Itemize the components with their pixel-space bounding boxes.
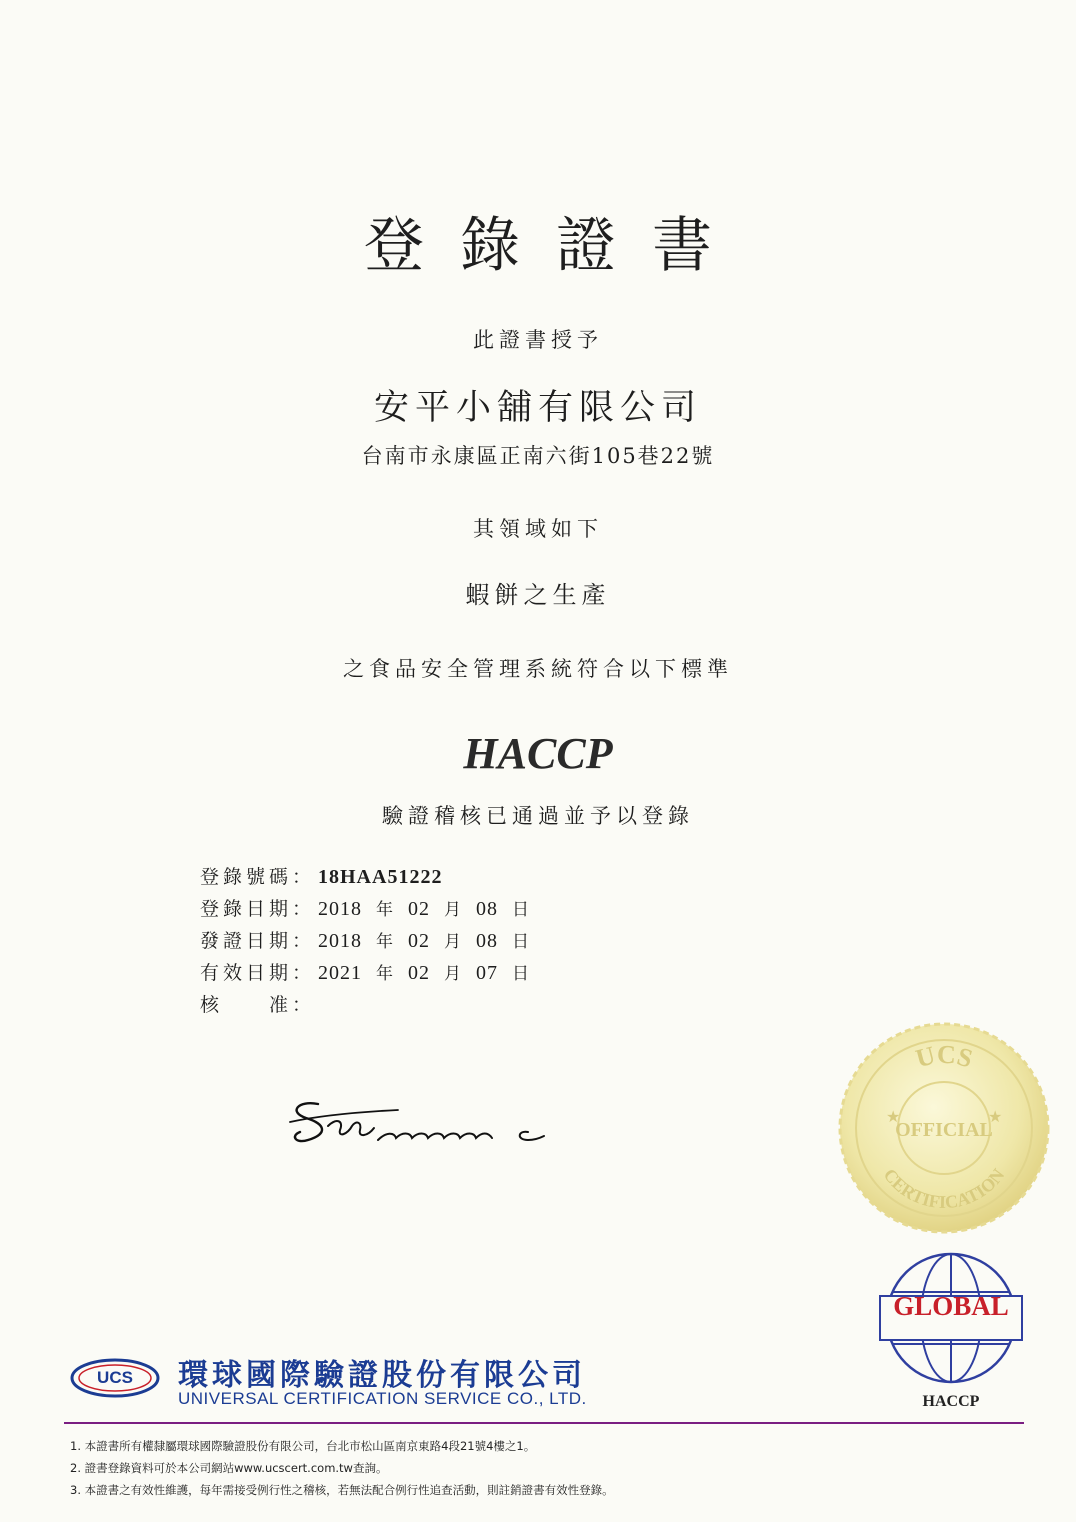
month-unit: 月 (444, 932, 462, 952)
registration-number-row (200, 862, 442, 894)
approved-label: 核 准： (200, 994, 316, 1016)
certification-scope: 蝦餅之生產 (465, 581, 611, 609)
conformity-text: 之食品安全管理系統符合以下標準 (343, 657, 733, 681)
footer-note-2: 2. 證書登錄資料可於本公司網站www.ucscert.com.tw查詢。 (70, 1461, 388, 1475)
registration-month: 02 (408, 898, 430, 920)
gold-seal-icon (834, 1018, 1054, 1238)
day-unit: 日 (512, 900, 530, 920)
certificate-title: 登錄證書 (364, 211, 748, 281)
standard-name: HACCP (463, 729, 613, 778)
expiry-date-label: 有效日期： (200, 962, 316, 984)
registration-day: 08 (476, 898, 498, 920)
seal-bottom-text: CERTIFICATION (879, 1164, 1009, 1213)
global-logo-text: GLOBAL (893, 1291, 1009, 1321)
expiry-month: 02 (408, 962, 430, 984)
expiry-year: 2021 (318, 962, 362, 984)
company-name: 安平小舖有限公司 (373, 388, 702, 428)
year-unit: 年 (376, 900, 394, 920)
issue-date-row (200, 926, 544, 958)
registration-number-label: 登錄號碼： (200, 866, 316, 888)
day-unit: 日 (512, 964, 530, 984)
issue-month: 02 (408, 930, 430, 952)
year-unit: 年 (376, 964, 394, 984)
registration-number-value: 18HAA51222 (318, 866, 443, 888)
seal-top-text: UCS (912, 1039, 976, 1074)
company-address: 台南市永康區正南六街105巷22號 (361, 444, 715, 468)
month-unit: 月 (444, 964, 462, 984)
seal-star-icon: ★ (886, 1107, 901, 1126)
registration-date-row (200, 894, 544, 926)
expiry-day: 07 (476, 962, 498, 984)
footer-divider (64, 1422, 1024, 1424)
svg-text:UCS (913, 1040, 976, 1074)
organization-name-en: UNIVERSAL CERTIFICATION SERVICE CO., LTD. (178, 1389, 587, 1408)
footer-note-1: 1. 本證書所有權隸屬環球國際驗證股份有限公司，台北市松山區南京東路4段21號4樓之1。 (70, 1439, 536, 1453)
audit-passed-text: 驗證稽核已通過並予以登錄 (382, 804, 694, 828)
issue-day: 08 (476, 930, 498, 952)
global-logo-caption: HACCP (922, 1393, 980, 1410)
seal-center-text: OFFICIAL (895, 1119, 993, 1141)
issue-date-label: 發證日期： (200, 930, 316, 952)
seal-star-icon: ★ (988, 1107, 1003, 1126)
issue-year: 2018 (318, 930, 362, 952)
scope-intro-text: 其領域如下 (473, 517, 603, 541)
approved-row (200, 990, 318, 1022)
signature-icon (278, 1082, 558, 1162)
month-unit: 月 (444, 900, 462, 920)
registration-date-label: 登錄日期： (200, 898, 316, 920)
year-unit: 年 (376, 932, 394, 952)
footer-note-3: 3. 本證書之有效性維護，每年需接受例行性之稽核，若無法配合例行性追查活動，則註銷證書有效性登錄。 (70, 1483, 614, 1497)
ucs-logo-text: UCS (97, 1368, 133, 1387)
day-unit: 日 (512, 932, 530, 952)
organization-name-cn: 環球國際驗證股份有限公司 (178, 1358, 586, 1393)
registration-year: 2018 (318, 898, 362, 920)
granted-to-text: 此證書授予 (473, 328, 603, 352)
expiry-date-row (200, 958, 544, 990)
